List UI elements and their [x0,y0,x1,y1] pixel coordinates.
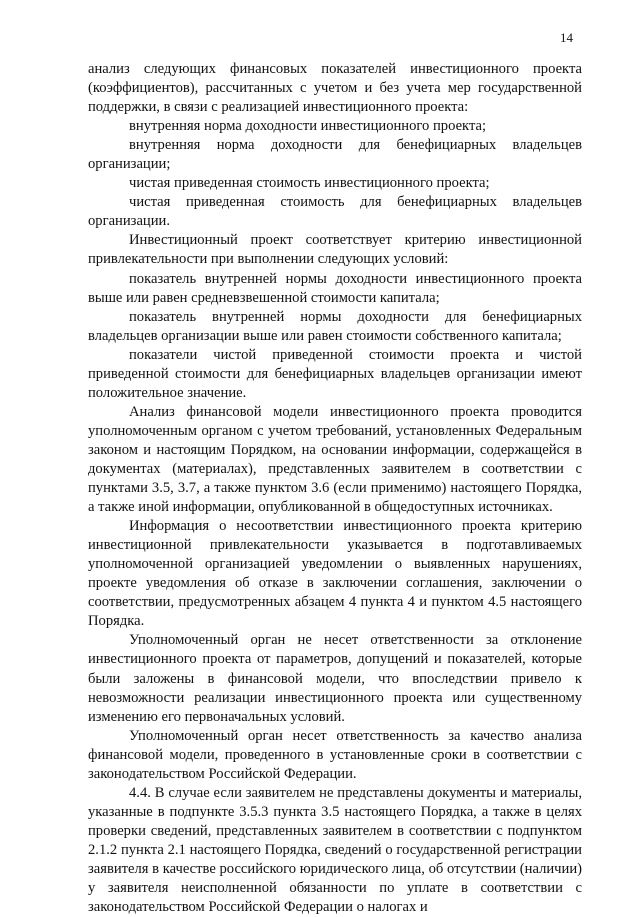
list-item: чистая приведенная стоимость инвестиционного проекта; [129,175,490,192]
paragraph: Инвестиционный проект соответствует критерию инвестиционной привлекательности при выполнении следующих условий: [88,232,582,268]
paragraph: 4.4. В случае если заявителем не представлены документы и материалы, указанные в подпункте 3.5.3 пункта 3.5 настоящего Порядка, а также в целях проверки сведений, представленных заявителем в соответствии с подпунктом 2.1.2 пункта 2.1 настоящего Порядка, сведений о государственной регистрации заявителя в качестве российского юридического лица, об отсутствии (наличии) у заявителя неисполненной обязанности по уплате в соответствии с законодательством Российской Федерации о налогах и [88,784,582,916]
list-item: показатель внутренней нормы доходности инвестиционного проекта выше или равен средневзвешенной стоимости капитала; [88,270,582,306]
list-item: внутренняя норма доходности для бенефициарных владельцев организации; [88,137,582,173]
paragraph: Уполномоченный орган не несет ответственности за отклонение инвестиционного проекта от параметров, допущений и показателей, которые были заложены в финансовой модели, что впоследствии привело к невозможности реализации инвестиционного проекта или существенному изменению его первоначальных условий. [88,632,582,725]
list-item: внутренняя норма доходности инвестиционного проекта; [129,118,487,135]
list-item: показатели чистой приведенной стоимости проекта и чистой приведенной стоимости для бенефициарных владельцев организации имеют положительное значение. [88,346,582,401]
paragraph: Анализ финансовой модели инвестиционного проекта проводится уполномоченным органом с учетом требований, установленных Федеральным законом и настоящим Порядком, на основании информации, содержащейся в документах (материалах), представленных заявителем в соответствии с пунктами 3.5, 3.7, а также пунктом 3.6 (если применимо) настоящего Порядка, а также иной информации, опубликованной в общедоступных источниках. [88,403,582,516]
list-item: показатель внутренней нормы доходности для бенефициарных владельцев организации выше или равен стоимости собственного капитала; [88,308,582,344]
paragraph: Уполномоченный орган несет ответственность за качество анализа финансовой модели, проведенного в установленные сроки в соответствии с законодательством Российской Федерации. [88,727,582,782]
paragraph: Информация о несоответствии инвестиционного проекта критерию инвестиционной привлекательности указывается в подготавливаемых уполномоченной организацией уведомлении о выявленных нарушениях, проекте уведомления об отказе в заключении соглашения, заключении о соответствии, предусмотренных абзацем 4 пункта 4 и пунктом 4.5 настоящего Порядка. [88,518,582,630]
paragraph: анализ следующих финансовых показателей инвестиционного проекта (коэффициентов), рассчитанных с учетом и без учета мер государственной поддержки, в связи с реализацией инвестиционного проекта: [88,61,582,116]
list-item: чистая приведенная стоимость для бенефициарных владельцев организации. [88,194,582,230]
document-body [88,60,582,917]
page-number: 14 [560,30,573,45]
